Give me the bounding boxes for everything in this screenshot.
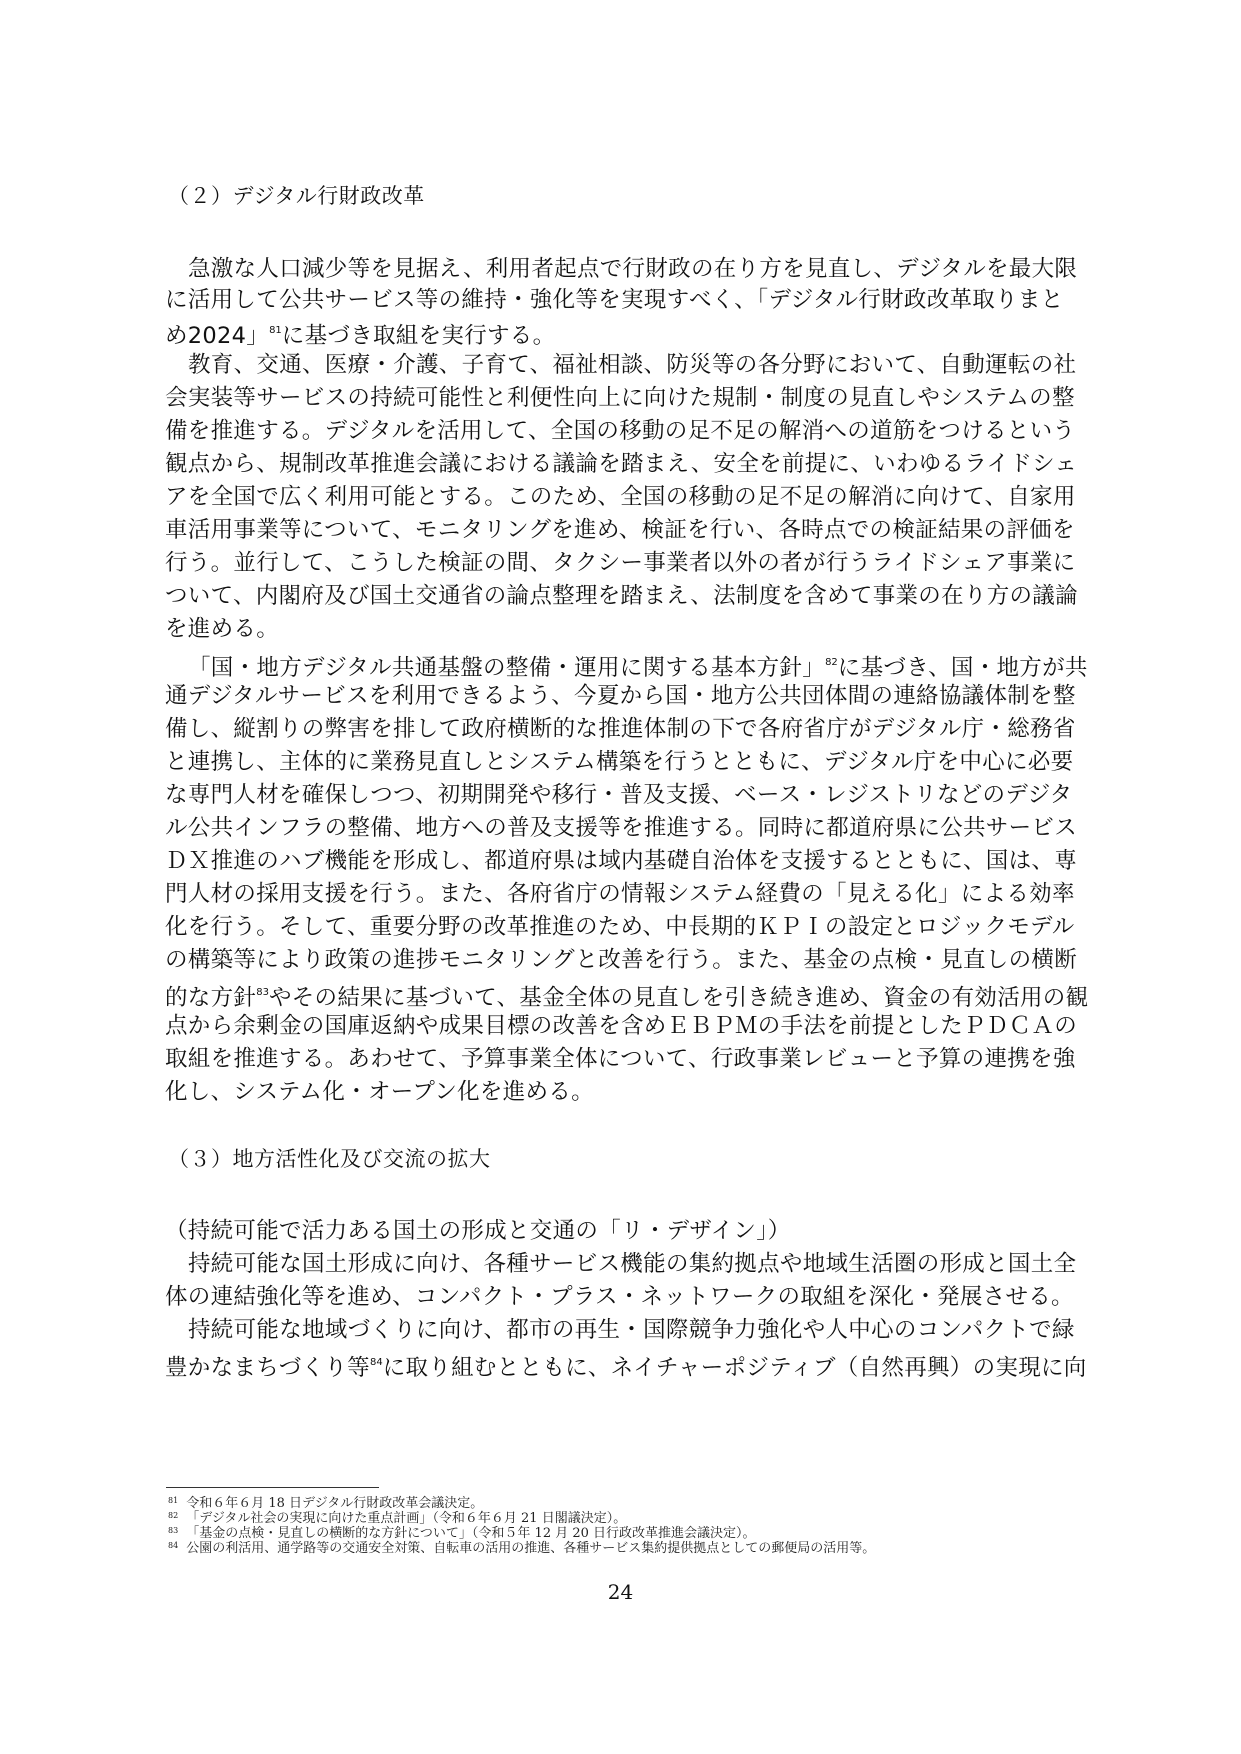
paragraph-line: [165, 1348, 1087, 1383]
section-heading: （２）デジタル行財政改革: [168, 184, 425, 208]
footnote-number: 82: [168, 1511, 179, 1520]
paragraph-line: 通デジタルサービスを利用できるよう、今夏から国・地方公共団体間の連絡協議体制を整: [165, 683, 1076, 709]
footnote-text: 「基金の点検・見直しの横断的な方針について」（令和５年 12 月 20 日行政改革推進会議決定）。: [186, 1526, 756, 1541]
paragraph-line: 会実装等サービスの持続可能性と利便性向上に向けた規制・制度の見直しやシステムの整: [165, 385, 1075, 411]
footnote-text: 「デジタル社会の実現に向けた重点計画」（令和６年６月 21 日閣議決定）。: [186, 1511, 627, 1526]
footnote-ref: 82: [825, 657, 838, 668]
paragraph-line: 観点から、規制改革推進会議における議論を踏まえ、安全を前提に、いわゆるライドシェ: [165, 451, 1078, 477]
footnote-ref: 83: [256, 987, 269, 998]
paragraph-line: に活用して公共サービス等の維持・強化等を実現すべく、「デジタル行財政改革取りまと: [165, 287, 1064, 313]
footnote-text: 公園の利活用、通学路等の交通安全対策、自転車の活用の推進、各種サービス集約提供拠点としての郵便局の活用等。: [186, 1541, 876, 1556]
line-text: やその結果に基づいて、基金全体の見直しを引き続き進め、資金の有効活用の観: [268, 985, 1089, 1011]
line-text: 豊かなまちづくり等: [165, 1355, 370, 1381]
footnote-number: 84: [168, 1541, 179, 1550]
paragraph-line: 備を推進する。デジタルを活用して、全国の移動の足不足の解消への道筋をつけるという: [165, 418, 1076, 444]
line-text: め2024」: [165, 323, 270, 349]
paragraph-line: を進める。: [165, 616, 280, 642]
line-text: に基づき取組を実行する。: [281, 323, 556, 349]
paragraph-line: 持続可能な国土形成に向け、各種サービス機能の集約拠点や地域生活圏の形成と国土全: [188, 1251, 1077, 1277]
paragraph-line: 教育、交通、医療・介護、子育て、福祉相談、防災等の各分野において、自動運転の社: [188, 352, 1077, 378]
paragraph-line: [165, 316, 555, 351]
section-heading: （３）地方活性化及び交流の拡大: [168, 1147, 491, 1171]
line-text: 的な方針: [165, 985, 257, 1011]
paragraph-line: の構築等により政策の進捗モニタリングと改善を行う。また、基金の点検・見直しの横断: [165, 947, 1078, 973]
footnote: [168, 1538, 875, 1556]
footnote-text: 令和６年６月 18 日デジタル行財政改革会議決定。: [186, 1496, 484, 1511]
paragraph-line: 点から余剰金の国庫返納や成果目標の改善を含めＥＢＰＭの手法を前提としたＰＤＣＡの: [165, 1013, 1078, 1039]
paragraph-line: [165, 978, 1088, 1013]
paragraph-line: 急激な人口減少等を見据え、利用者起点で行財政の在り方を見直し、デジタルを最大限: [188, 256, 1078, 282]
paragraph-line: 車活用事業等について、モニタリングを進め、検証を行い、各時点での検証結果の評価を: [165, 517, 1075, 543]
paragraph-line: [188, 648, 1088, 683]
paragraph-line: アを全国で広く利用可能とする。このため、全国の移動の足不足の解消に向けて、自家用: [165, 484, 1076, 510]
paragraph-line: 化を行う。そして、重要分野の改革推進のため、中長期的ＫＰＩの設定とロジックモデル: [165, 914, 1075, 940]
paragraph-line: 化し、システム化・オープン化を進める。: [165, 1079, 594, 1105]
footnote-number: 83: [168, 1526, 179, 1535]
line-text: に取り組むとともに、ネイチャーポジティブ（自然再興）の実現に向: [382, 1355, 1087, 1381]
paragraph-line: 体の連結強化等を進め、コンパクト・プラス・ネットワークの取組を深化・発展させる。: [165, 1284, 1074, 1310]
footnote-separator: [166, 1487, 379, 1488]
paragraph-line: ＤＸ推進のハブ機能を形成し、都道府県は域内基礎自治体を支援するとともに、国は、専: [165, 848, 1078, 874]
paragraph-line: 持続可能な地域づくりに向け、都市の再生・国際競争力強化や人中心のコンパクトで緑: [188, 1317, 1075, 1343]
footnote-number: 81: [168, 1496, 179, 1505]
footnote-ref: 84: [369, 1357, 383, 1368]
page-number: 24: [607, 1580, 634, 1604]
paragraph-line: 門人材の採用支援を行う。また、各府省庁の情報システム経費の「見える化」による効率: [165, 881, 1075, 907]
paragraph-line: な専門人材を確保しつつ、初期開発や移行・普及支援、ベース・レジストリなどのデジタ: [165, 782, 1073, 808]
paragraph-line: と連携し、主体的に業務見直しとシステム構築を行うとともに、デジタル庁を中心に必要: [165, 749, 1074, 775]
paragraph-line: 取組を推進する。あわせて、予算事業全体について、行政事業レビューと予算の連携を強: [165, 1046, 1076, 1072]
paragraph-line: 備し、縦割りの弊害を排して政府横断的な推進体制の下で各府省庁がデジタル庁・総務省: [165, 716, 1076, 742]
subsection-heading: （持続可能で活力ある国土の形成と交通の「リ・デザイン」）: [165, 1218, 791, 1244]
footnote-ref: 81: [269, 325, 282, 336]
paragraph-line: ル公共インフラの整備、地方への普及支援等を推進する。同時に都道府県に公共サービス: [165, 815, 1078, 841]
paragraph-line: ついて、内閣府及び国土交通省の論点整理を踏まえ、法制度を含めて事業の在り方の議論: [165, 583, 1078, 609]
paragraph-line: 行う。並行して、こうした検証の間、タクシー事業者以外の者が行うライドシェア事業に: [165, 550, 1076, 576]
line-text: 「国・地方デジタル共通基盤の整備・運用に関する基本方針」: [188, 655, 826, 681]
line-text: に基づき、国・地方が共: [837, 655, 1088, 681]
